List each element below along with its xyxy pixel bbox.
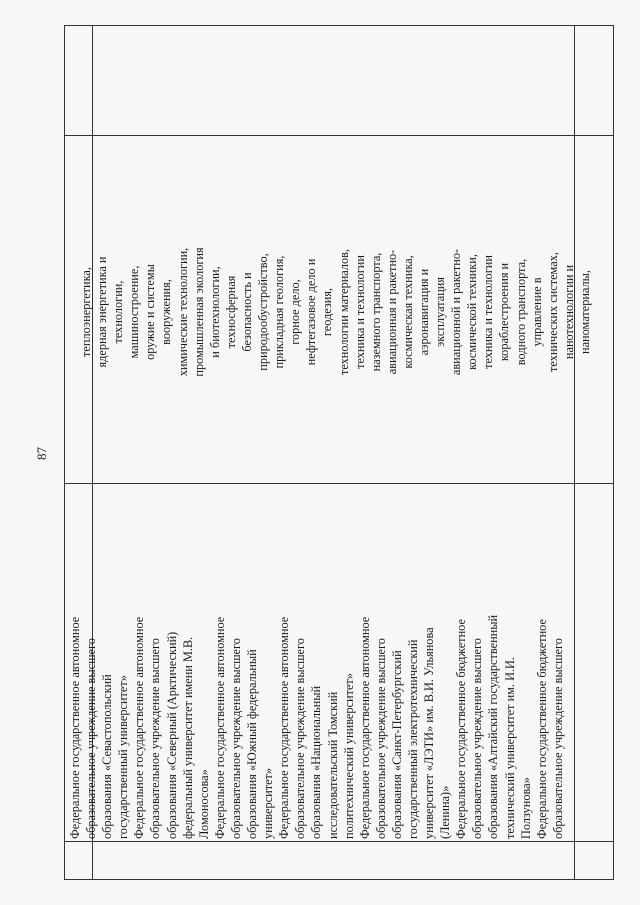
organization-text-line: технический университет им. И.И. <box>502 657 517 839</box>
organization-text-line: образовательное учреждение высшего <box>228 638 243 839</box>
specialty-text-line: промышленная экология <box>191 247 206 377</box>
specialty-text-line: прикладная геология, <box>272 255 287 369</box>
organization-text-line: образовательное учреждение высшего <box>373 638 388 839</box>
organization-text-line: университет» <box>261 767 276 839</box>
specialty-text-line: вооружения, <box>159 279 174 345</box>
specialty-text-line: химические технологии, <box>175 247 190 377</box>
organization-text-line: образования «Севастопольский <box>100 674 115 839</box>
organization-text-line: Федеральное государственное бюджетное <box>534 619 549 839</box>
column-divider-2 <box>65 483 613 484</box>
specialty-text-line: теплоэнергетика, <box>79 267 93 357</box>
specialty-text-line: горное дело, <box>288 279 303 345</box>
organization-text-line: образования «Северный (Арктический) <box>164 631 179 839</box>
specialty-text-line: нанотехнологии и <box>561 264 576 360</box>
organization-text-line: Ломоносова» <box>196 769 211 839</box>
specialties-cell <box>78 147 593 477</box>
specialty-text-line: природообустройство, <box>256 253 271 371</box>
specialty-text-line: оружие и системы <box>143 264 158 360</box>
organization-text-line: образовательное учреждение высшего <box>293 638 308 839</box>
specialty-text-line: наземного транспорта, <box>368 252 383 372</box>
organization-text-line: политехнический университет» <box>341 673 356 839</box>
specialty-text-line: аэронавигация и <box>416 268 431 356</box>
organization-text-line: государственный электротехнический <box>405 639 420 839</box>
organization-text-line: государственный университет» <box>116 675 131 839</box>
data-table <box>64 25 614 880</box>
organization-text-line: Федеральное государственное автономное <box>357 616 372 839</box>
organization-text-line: образовательное учреждение высшего <box>550 638 565 839</box>
organization-text-line: образования «Санкт-Петербургский <box>389 650 404 839</box>
specialty-text-line: авиационная и ракетно- <box>384 249 399 375</box>
specialty-text-line: геодезия, <box>320 287 335 337</box>
specialty-text-line: техника и технологии <box>481 255 496 369</box>
specialty-text-line: техника и технологии <box>352 255 367 369</box>
organizations-cell <box>67 615 566 839</box>
organization-text-line: Ползунова» <box>518 777 533 839</box>
column-divider-3 <box>65 135 613 136</box>
organization-text-line: образовательное учреждение высшего <box>148 638 163 839</box>
specialty-text-line: наноматериалы, <box>577 270 592 354</box>
specialty-text-line: техносферная <box>223 275 238 349</box>
specialty-text-line: технологии материалов, <box>336 248 351 376</box>
organization-text-line: образовательное учреждение высшего <box>470 638 485 839</box>
organization-text-line: исследовательский Томский <box>325 691 340 839</box>
specialty-text-line: авиационной и ракетно- <box>449 248 464 376</box>
organization-text-line: федеральный университет имени М.В. <box>180 636 195 839</box>
organization-text-line: образования «Национальный <box>309 685 324 839</box>
organization-text-line: образования «Алтайский государственный <box>486 614 501 839</box>
organization-text-line: образования «Южный федеральный <box>245 649 260 839</box>
organization-text-line: Федеральное государственное автономное <box>212 616 227 839</box>
specialty-text-line: водного транспорта, <box>513 258 528 366</box>
organization-text-line: образовательное учреждение высшего <box>84 638 99 839</box>
organization-text-line: университет «ЛЭТИ» им. В.И. Ульянова <box>422 627 437 839</box>
specialty-text-line: технических системах, <box>545 252 560 372</box>
specialty-text-line: космической техники, <box>465 254 480 370</box>
page-number: 87 <box>34 447 49 460</box>
organization-text-line: (Ленина)» <box>438 785 453 839</box>
organization-text-line: Федеральное государственное автономное <box>277 616 292 839</box>
specialty-text-line: технологии, <box>111 280 126 344</box>
organization-text-line: Федеральное государственное автономное <box>132 616 147 839</box>
specialty-text-line: нефтегазовое дело и <box>304 258 319 366</box>
specialty-text-line: эксплуатация <box>433 276 448 348</box>
organization-text-line: Федеральное государственное бюджетное <box>454 619 469 839</box>
column-divider-1 <box>65 841 613 842</box>
specialty-text-line: ядерная энергетика и <box>95 256 110 368</box>
organization-text-line: Федеральное государственное автономное <box>68 616 82 839</box>
specialty-text-line: машиностроение, <box>127 265 142 359</box>
specialty-text-line: космическая техника, <box>400 255 415 369</box>
specialty-text-line: безопасность и <box>239 272 254 352</box>
specialty-text-line: управление в <box>529 277 544 347</box>
specialty-text-line: кораблестроения и <box>497 262 512 362</box>
specialty-text-line: и биотехнологии, <box>207 266 222 358</box>
